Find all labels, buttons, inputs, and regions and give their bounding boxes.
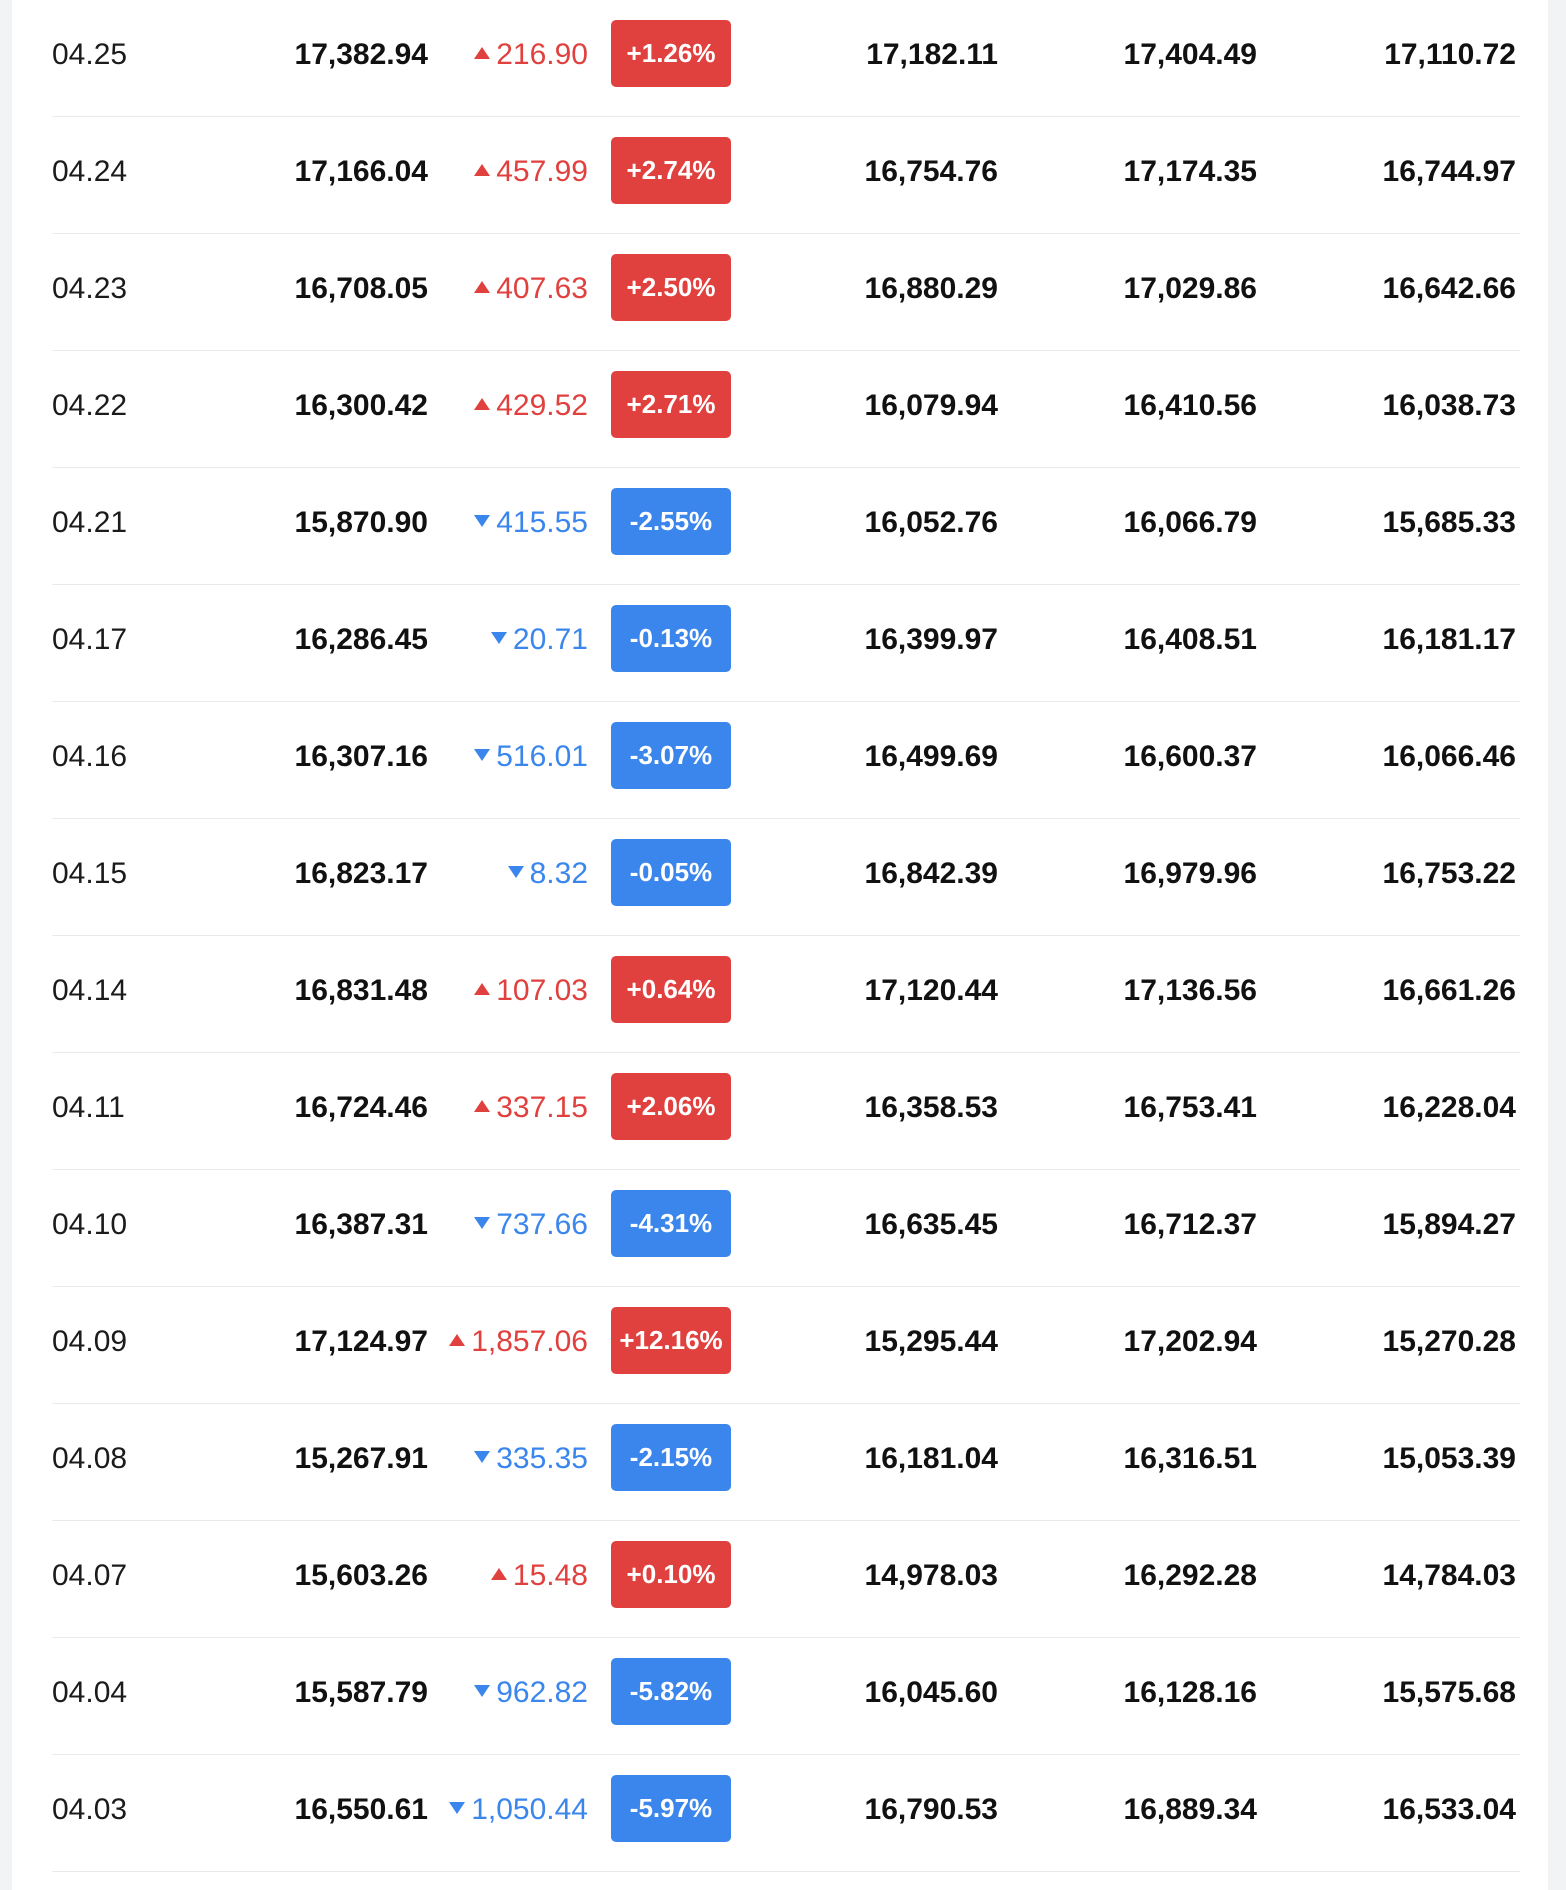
low-price-cell: 15,053.39 xyxy=(1382,1442,1516,1475)
change-cell xyxy=(449,1755,588,1872)
open-price-cell: 16,842.39 xyxy=(864,857,998,890)
triangle-down-icon xyxy=(449,1802,465,1814)
close-price-cell: 16,708.05 xyxy=(294,272,428,305)
date-cell: 04.08 xyxy=(52,1442,128,1475)
change-percent-badge: -4.31% xyxy=(611,1190,731,1257)
change-amount: 8.32 xyxy=(529,857,588,890)
low-price-cell: 16,642.66 xyxy=(1382,272,1516,305)
low-price-cell: 16,038.73 xyxy=(1382,389,1516,422)
change-cell xyxy=(474,1638,588,1755)
close-price-cell: 16,307.16 xyxy=(294,740,428,773)
table-row[interactable] xyxy=(52,1053,1520,1170)
date-cell: 04.07 xyxy=(52,1559,128,1592)
change-percent-badge: +2.50% xyxy=(611,254,731,321)
open-price-cell: 16,399.97 xyxy=(864,623,998,656)
change-cell xyxy=(491,585,588,702)
high-price-cell: 16,408.51 xyxy=(1123,623,1257,656)
open-price-cell: 14,978.03 xyxy=(864,1559,998,1592)
change-cell xyxy=(474,234,588,351)
date-cell: 04.10 xyxy=(52,1208,128,1241)
change-amount: 457.99 xyxy=(496,155,588,188)
low-price-cell: 16,181.17 xyxy=(1382,623,1516,656)
change-percent-badge: +2.71% xyxy=(611,371,731,438)
date-cell: 04.24 xyxy=(52,155,128,188)
low-price-cell: 15,894.27 xyxy=(1382,1208,1516,1241)
change-cell xyxy=(474,117,588,234)
date-cell: 04.17 xyxy=(52,623,128,656)
table-row[interactable] xyxy=(52,1521,1520,1638)
date-cell: 04.22 xyxy=(52,389,128,422)
change-percent-badge: +1.26% xyxy=(611,20,731,87)
close-price-cell: 16,387.31 xyxy=(294,1208,428,1241)
open-price-cell: 16,790.53 xyxy=(864,1793,998,1826)
triangle-down-icon xyxy=(474,1451,490,1463)
change-percent-badge: +2.74% xyxy=(611,137,731,204)
triangle-down-icon xyxy=(474,1217,490,1229)
change-amount: 516.01 xyxy=(496,740,588,773)
low-price-cell: 16,533.04 xyxy=(1382,1793,1516,1826)
high-price-cell: 16,410.56 xyxy=(1123,389,1257,422)
change-amount: 1,050.44 xyxy=(471,1793,588,1826)
change-cell xyxy=(449,1287,588,1404)
date-cell: 04.04 xyxy=(52,1676,128,1709)
open-price-cell: 16,754.76 xyxy=(864,155,998,188)
open-price-cell: 17,120.44 xyxy=(864,974,998,1007)
change-cell xyxy=(474,702,588,819)
high-price-cell: 16,316.51 xyxy=(1123,1442,1257,1475)
change-amount: 20.71 xyxy=(512,623,588,656)
change-cell xyxy=(474,1170,588,1287)
change-cell xyxy=(508,819,588,936)
low-price-cell: 16,744.97 xyxy=(1382,155,1516,188)
change-amount: 429.52 xyxy=(496,389,588,422)
high-price-cell: 17,174.35 xyxy=(1123,155,1257,188)
triangle-up-icon xyxy=(474,398,490,410)
change-percent-badge: -0.05% xyxy=(611,839,731,906)
change-amount: 415.55 xyxy=(496,506,588,539)
change-amount: 962.82 xyxy=(496,1676,588,1709)
table-row[interactable] xyxy=(52,351,1520,468)
change-cell xyxy=(474,1053,588,1170)
high-price-cell: 16,712.37 xyxy=(1123,1208,1257,1241)
change-percent-badge: -3.07% xyxy=(611,722,731,789)
open-price-cell: 16,045.60 xyxy=(864,1676,998,1709)
close-price-cell: 17,124.97 xyxy=(294,1325,428,1358)
date-cell: 04.09 xyxy=(52,1325,128,1358)
close-price-cell: 15,603.26 xyxy=(294,1559,428,1592)
close-price-cell: 15,267.91 xyxy=(294,1442,428,1475)
change-percent-badge: -2.55% xyxy=(611,488,731,555)
triangle-down-icon xyxy=(508,866,524,878)
change-amount: 1,857.06 xyxy=(471,1325,588,1358)
low-price-cell: 16,661.26 xyxy=(1382,974,1516,1007)
table-row[interactable] xyxy=(52,1755,1520,1872)
close-price-cell: 17,166.04 xyxy=(294,155,428,188)
close-price-cell: 16,724.46 xyxy=(294,1091,428,1124)
high-price-cell: 17,029.86 xyxy=(1123,272,1257,305)
high-price-cell: 16,292.28 xyxy=(1123,1559,1257,1592)
high-price-cell: 17,404.49 xyxy=(1123,38,1257,71)
change-amount: 335.35 xyxy=(496,1442,588,1475)
table-row[interactable] xyxy=(52,1170,1520,1287)
triangle-down-icon xyxy=(491,632,507,644)
high-price-cell: 16,979.96 xyxy=(1123,857,1257,890)
open-price-cell: 16,079.94 xyxy=(864,389,998,422)
high-price-cell: 16,600.37 xyxy=(1123,740,1257,773)
table-row[interactable] xyxy=(52,585,1520,702)
table-row[interactable] xyxy=(52,1404,1520,1521)
change-cell xyxy=(474,1404,588,1521)
close-price-cell: 16,831.48 xyxy=(294,974,428,1007)
close-price-cell: 16,823.17 xyxy=(294,857,428,890)
low-price-cell: 14,784.03 xyxy=(1382,1559,1516,1592)
date-cell: 04.25 xyxy=(52,38,128,71)
change-amount: 15.48 xyxy=(512,1559,588,1592)
open-price-cell: 16,181.04 xyxy=(864,1442,998,1475)
change-percent-badge: +0.64% xyxy=(611,956,731,1023)
table-row[interactable] xyxy=(52,468,1520,585)
close-price-cell: 17,382.94 xyxy=(294,38,428,71)
price-history-panel xyxy=(12,0,1548,1890)
table-row[interactable] xyxy=(52,1638,1520,1755)
low-price-cell: 17,110.72 xyxy=(1384,38,1516,71)
change-amount: 216.90 xyxy=(496,38,588,71)
triangle-down-icon xyxy=(474,749,490,761)
triangle-up-icon xyxy=(474,983,490,995)
table-row[interactable] xyxy=(52,1287,1520,1404)
low-price-cell: 16,066.46 xyxy=(1382,740,1516,773)
change-cell xyxy=(474,0,588,117)
low-price-cell: 16,228.04 xyxy=(1382,1091,1516,1124)
high-price-cell: 16,066.79 xyxy=(1123,506,1257,539)
change-percent-badge: -2.15% xyxy=(611,1424,731,1491)
change-percent-badge: +12.16% xyxy=(611,1307,731,1374)
table-row[interactable] xyxy=(52,819,1520,936)
date-cell: 04.16 xyxy=(52,740,128,773)
triangle-up-icon xyxy=(474,281,490,293)
change-percent-badge: -0.13% xyxy=(611,605,731,672)
table-row[interactable] xyxy=(52,234,1520,351)
change-percent-badge: -5.97% xyxy=(611,1775,731,1842)
table-row[interactable] xyxy=(52,936,1520,1053)
open-price-cell: 15,295.44 xyxy=(864,1325,998,1358)
triangle-up-icon xyxy=(449,1334,465,1346)
change-percent-badge: +2.06% xyxy=(611,1073,731,1140)
high-price-cell: 16,753.41 xyxy=(1123,1091,1257,1124)
change-amount: 737.66 xyxy=(496,1208,588,1241)
high-price-cell: 16,128.16 xyxy=(1123,1676,1257,1709)
table-row[interactable] xyxy=(52,702,1520,819)
close-price-cell: 16,286.45 xyxy=(294,623,428,656)
date-cell: 04.03 xyxy=(52,1793,128,1826)
high-price-cell: 17,136.56 xyxy=(1123,974,1257,1007)
close-price-cell: 15,870.90 xyxy=(294,506,428,539)
change-amount: 107.03 xyxy=(496,974,588,1007)
triangle-down-icon xyxy=(474,1685,490,1697)
table-row[interactable] xyxy=(52,117,1520,234)
date-cell: 04.11 xyxy=(52,1091,125,1124)
open-price-cell: 16,052.76 xyxy=(864,506,998,539)
change-cell xyxy=(474,936,588,1053)
date-cell: 04.23 xyxy=(52,272,128,305)
open-price-cell: 16,499.69 xyxy=(864,740,998,773)
close-price-cell: 16,550.61 xyxy=(294,1793,428,1826)
table-row[interactable] xyxy=(52,0,1520,117)
high-price-cell: 16,889.34 xyxy=(1123,1793,1257,1826)
triangle-up-icon xyxy=(491,1568,507,1580)
close-price-cell: 16,300.42 xyxy=(294,389,428,422)
change-percent-badge: -5.82% xyxy=(611,1658,731,1725)
low-price-cell: 15,575.68 xyxy=(1382,1676,1516,1709)
open-price-cell: 16,358.53 xyxy=(864,1091,998,1124)
triangle-up-icon xyxy=(474,47,490,59)
change-percent-badge: +0.10% xyxy=(611,1541,731,1608)
low-price-cell: 15,270.28 xyxy=(1382,1325,1516,1358)
change-cell xyxy=(474,468,588,585)
open-price-cell: 16,635.45 xyxy=(864,1208,998,1241)
price-history-table xyxy=(52,0,1520,1872)
triangle-up-icon xyxy=(474,164,490,176)
date-cell: 04.21 xyxy=(52,506,128,539)
low-price-cell: 16,753.22 xyxy=(1382,857,1516,890)
open-price-cell: 16,880.29 xyxy=(864,272,998,305)
open-price-cell: 17,182.11 xyxy=(866,38,998,71)
change-amount: 337.15 xyxy=(496,1091,588,1124)
date-cell: 04.15 xyxy=(52,857,128,890)
triangle-down-icon xyxy=(474,515,490,527)
high-price-cell: 17,202.94 xyxy=(1123,1325,1257,1358)
change-cell xyxy=(491,1521,588,1638)
low-price-cell: 15,685.33 xyxy=(1382,506,1516,539)
triangle-up-icon xyxy=(474,1100,490,1112)
close-price-cell: 15,587.79 xyxy=(294,1676,428,1709)
change-cell xyxy=(474,351,588,468)
date-cell: 04.14 xyxy=(52,974,128,1007)
change-amount: 407.63 xyxy=(496,272,588,305)
